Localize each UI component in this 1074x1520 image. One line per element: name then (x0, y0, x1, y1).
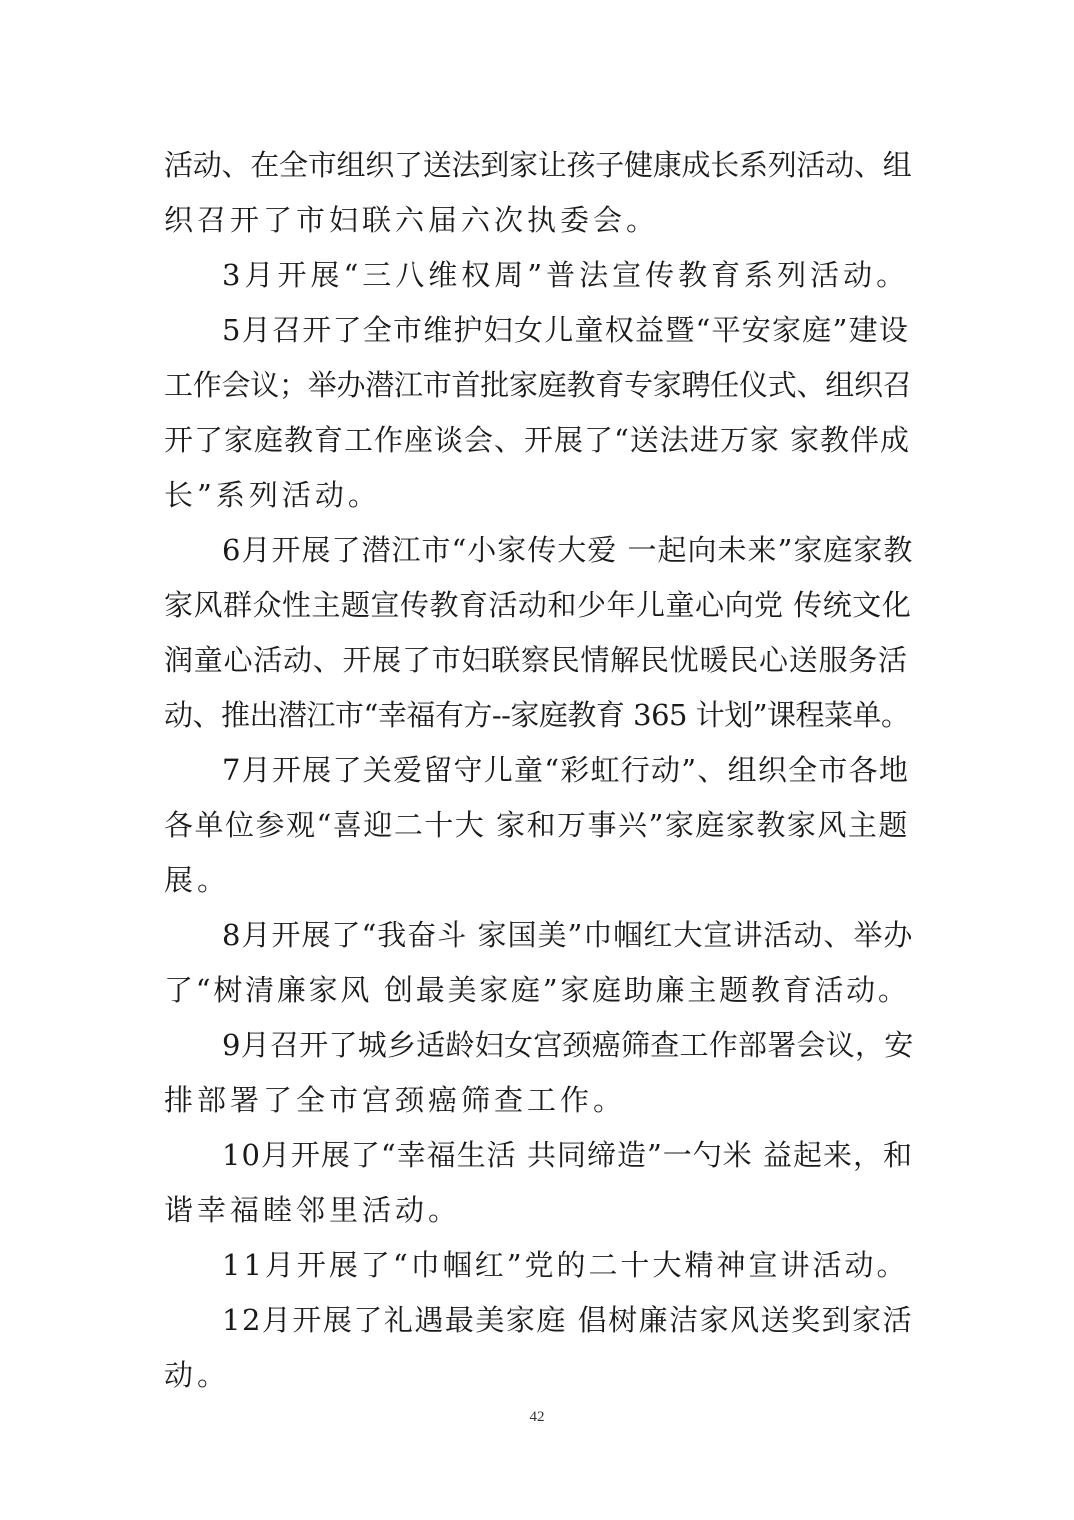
text-line: 润童心活动、开展了市妇联察民情解民忧暖民心送服务活 (164, 643, 908, 677)
text-line: 家风群众性主题宣传教育活动和少年儿童心向党 传统文化 (164, 588, 912, 622)
text-line: 7月开展了关爱留守儿童“彩虹行动”、组织全市各地 (222, 753, 910, 787)
paragraph (164, 743, 914, 908)
text-line: 8月开展了“我奋斗 家国美”巾帼红大宣讲活动、举办 (222, 918, 914, 952)
paragraph (164, 303, 914, 523)
text-line: 12月开展了礼遇最美家庭 倡树廉洁家风送奖到家活 (222, 1303, 914, 1337)
paragraph (164, 138, 914, 248)
text-line: 了“树清廉家风 创最美家庭”家庭助廉主题教育活动。 (164, 973, 910, 1007)
text-line: 各单位参观“喜迎二十大 家和万事兴”家庭家教家风主题 (164, 808, 909, 842)
text-line: 9月召开了城乡适龄妇女宫颈癌筛查工作部署会议，安 (222, 1028, 914, 1062)
text-line: 长”系列活动。 (164, 478, 381, 512)
paragraph (164, 1238, 914, 1293)
paragraph (164, 523, 914, 743)
page-number: 42 (529, 1409, 545, 1425)
text-line: 工作会议；举办潜江市首批家庭教育专家聘任仪式、组织召 (164, 368, 912, 402)
text-line: 11月开展了“巾帼红”党的二十大精神宣讲活动。 (222, 1248, 909, 1282)
document-body (164, 138, 914, 1403)
text-line: 10月开展了“幸福生活 共同缔造”一勺米 益起来，和 (222, 1138, 913, 1172)
paragraph (164, 248, 914, 303)
text-line: 谐幸福睦邻里活动。 (164, 1193, 462, 1227)
text-line: 展。 (164, 863, 231, 897)
text-line: 6月开展了潜江市“小家传大爱 一起向未来”家庭家教 (222, 533, 914, 567)
text-line: 动、推出潜江市“幸福有方--家庭教育 365 计划”课程菜单。 (164, 698, 910, 732)
paragraph (164, 1018, 914, 1128)
paragraph (164, 1293, 914, 1403)
text-line: 5月召开了全市维护妇女儿童权益暨“平安家庭”建设 (222, 313, 910, 347)
text-line: 动。 (164, 1358, 231, 1392)
paragraph (164, 1128, 914, 1238)
text-line: 开了家庭教育工作座谈会、开展了“送法进万家 家教伴成 (164, 423, 911, 457)
text-line: 排部署了全市宫颈癌筛查工作。 (164, 1083, 627, 1117)
text-line: 3月开展“三八维权周”普法宣传教育系列活动。 (222, 258, 910, 292)
text-line: 织召开了市妇联六届六次执委会。 (164, 203, 660, 237)
text-line: 活动、在全市组织了送法到家让孩子健康成长系列活动、组 (164, 148, 912, 182)
paragraph (164, 908, 914, 1018)
